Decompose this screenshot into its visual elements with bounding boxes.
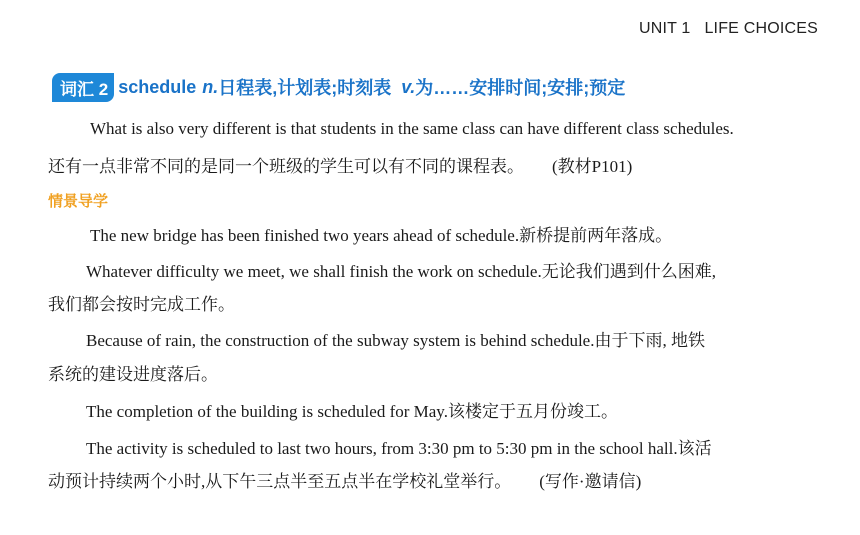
example-3-line1: Because of rain, the construction of the subway system is behind schedule.由于下雨, 地铁 (86, 331, 705, 350)
section-label: 情景导学 (48, 193, 109, 210)
vocab-badge: 词汇 2 (52, 73, 114, 102)
example-4-line1: The completion of the building is scheduled for May.该楼定于五月份竣工。 (86, 402, 618, 421)
vocab-def-verb: 为……安排时间;安排;预定 (415, 78, 626, 98)
vocab-heading (52, 73, 625, 101)
unit-header: UNIT 1 LIFE CHOICES (638, 20, 818, 37)
example-5-line2-row (48, 467, 641, 492)
textbook-translation: 还有一点非常不同的是同一个班级的学生可以有不同的课程表。 (48, 157, 524, 176)
example-3-line2: 系统的建设进度落后。 (48, 365, 218, 384)
example-2-line2: 我们都会按时完成工作。 (48, 295, 235, 314)
textbook-sentence-zh (48, 152, 632, 177)
vocab-pos-noun: n. (202, 76, 219, 97)
example-5-source: (写作·邀请信) (539, 472, 642, 491)
example-5-line2: 动预计持续两个小时,从下午三点半至五点半在学校礼堂举行。 (48, 472, 512, 491)
vocab-word: schedule (118, 76, 197, 97)
example-5-line1: The activity is scheduled to last two hours, from 3:30 pm to 5:30 pm in the school hall.该活 (86, 439, 712, 458)
textbook-source: (教材P101) (552, 157, 633, 176)
textbook-sentence-en: What is also very different is that students in the same class can have different class schedules. (90, 119, 734, 138)
example-2-line1: Whatever difficulty we meet, we shall finish the work on schedule.无论我们遇到什么困难, (86, 262, 716, 281)
example-1-line1: The new bridge has been finished two years ahead of schedule.新桥提前两年落成。 (90, 226, 673, 245)
vocab-def-noun: 日程表,计划表;时刻表 (218, 78, 392, 98)
vocab-pos-verb: v. (401, 76, 416, 97)
